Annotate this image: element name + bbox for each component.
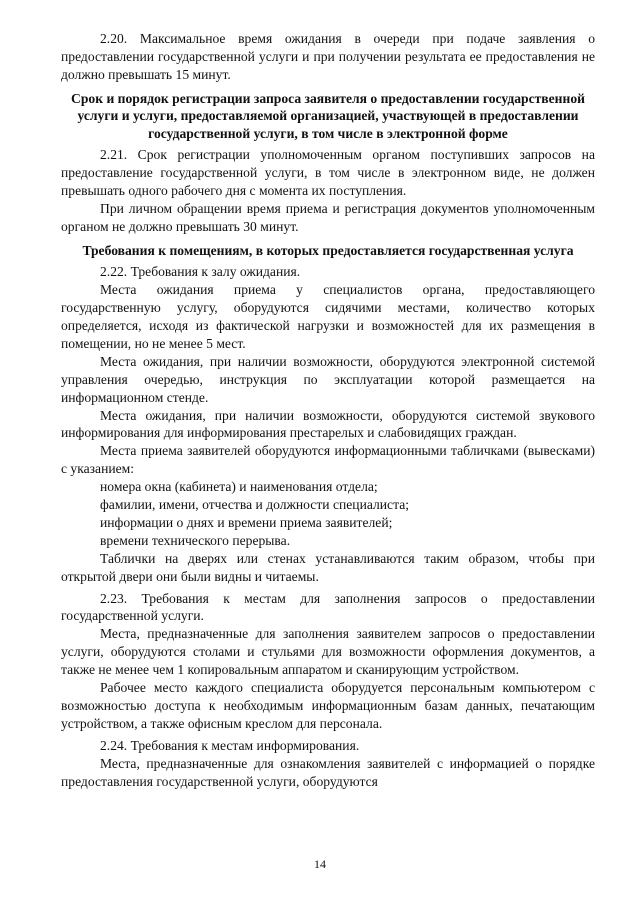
paragraph-2-22: 2.22. Требования к залу ожидания.: [100, 264, 301, 280]
paragraph-info-signs: Места приема заявителей оборудуются информационными табличками (вывесками) с указанием:: [61, 443, 595, 477]
paragraph-sound-system: Места ожидания, при наличии возможности, оборудуются системой звукового информирования для информирования престарелых и слабовидящих граждан.: [61, 407, 595, 441]
paragraph-info-places: Места, предназначенные для ознакомления заявителей с информацией о порядке предоставления государственной услуги, оборудуются: [61, 755, 595, 789]
paragraph-personal-visit: При личном обращении время приема и регистрация документов уполномоченным органом не должно превышать 30 минут.: [61, 200, 595, 234]
paragraph-2-24: 2.24. Требования к местам информирования.: [100, 737, 360, 753]
list-item: номера окна (кабинета) и наименования отдела;: [100, 479, 378, 495]
paragraph-2-23: 2.23. Требования к местам для заполнения запросов о предоставлении государственной услуги.: [61, 590, 595, 624]
section-heading-premises: Требования к помещениям, в которых предоставляется государственная услуга: [82, 242, 574, 258]
paragraph-workplace: Рабочее место каждого специалиста оборудуется персональным компьютером с возможностью доступа к необходимым информационным базам данных, печатающим устройством, а также офисным креслом для персонала.: [61, 680, 595, 731]
document-page: [61, 30, 595, 791]
paragraph-fill-places: Места, предназначенные для заполнения заявителем запросов о предоставлении услуги, оборудуются столами и стульями для возможности оформления документов, а также не менее чем 1 копировальным аппаратом и сканирующим устройством.: [61, 626, 595, 678]
paragraph-waiting-places: Места ожидания приема у специалистов органа, предоставляющего государственную услугу, оборудуются сидячими местами, количество которых определяется, исходя из фактической нагрузки и возможностей для их размещения в помещении, но не менее 5 мест.: [61, 282, 595, 351]
paragraph-door-plates: Таблички на дверях или стенах устанавливаются таким образом, чтобы при открытой двери они были видны и читаемы.: [61, 550, 595, 584]
page-number: 14: [314, 857, 326, 871]
sign-requirements-list: [61, 478, 595, 550]
paragraph-2-20: 2.20. Максимальное время ожидания в очереди при подаче заявления о предоставлении государственной услуги и при получении результата ее предоставления не должно превышать 15 минут.: [61, 31, 595, 82]
paragraph-electronic-queue: Места ожидания, при наличии возможности, оборудуются электронной системой управления очередью, инструкция по эксплуатации которой размещается на информационном стенде.: [61, 353, 595, 405]
list-item: информации о днях и времени приема заявителей;: [100, 514, 393, 530]
list-item: фамилии, имени, отчества и должности специалиста;: [100, 497, 410, 513]
section-heading-registration: Срок и порядок регистрации запроса заявителя о предоставлении государственной услуги и услуги, предоставляемой организацией, участвующей в предоставлении государственной услуги, в том числе в электронной форме: [71, 90, 585, 141]
list-item: времени технического перерыва.: [100, 532, 291, 548]
paragraph-2-21: 2.21. Срок регистрации уполномоченным органом поступивших запросов на предоставление государственной услуги, в том числе в электронном виде, не должен превышать одного рабочего дня с момента их поступления.: [61, 147, 595, 199]
